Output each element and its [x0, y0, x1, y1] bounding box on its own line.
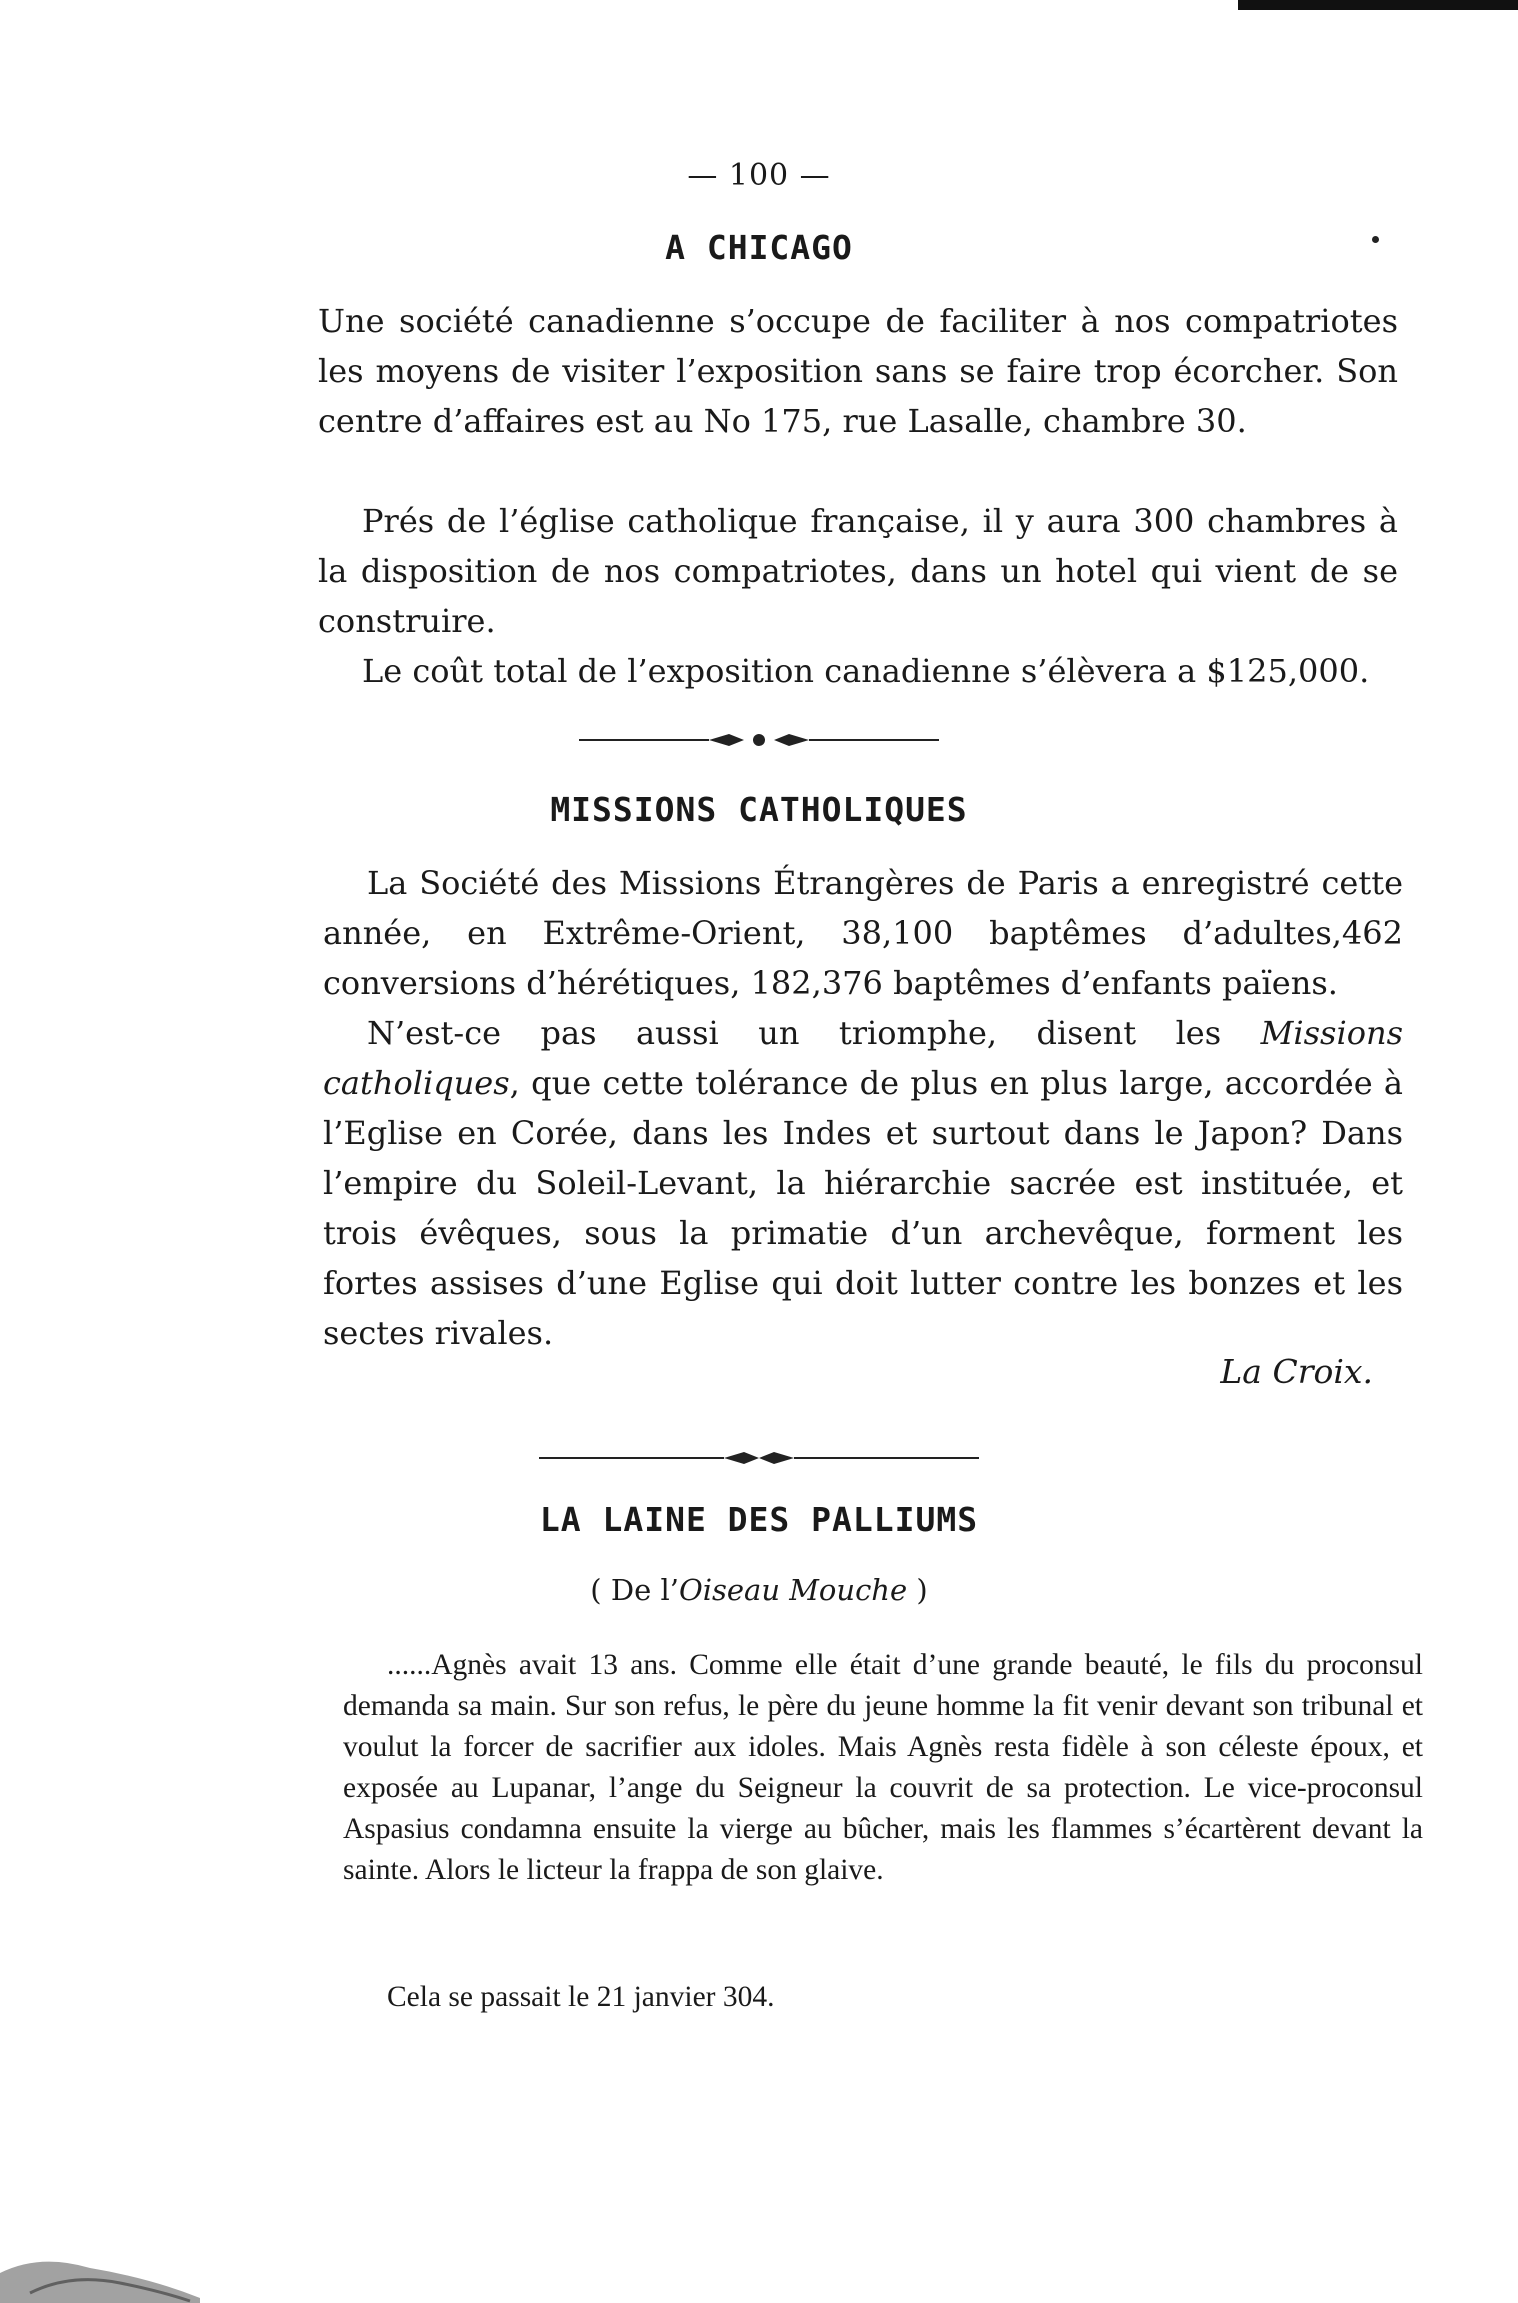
section-title-palliums: LA LAINE DES PALLIUMS — [539, 1500, 979, 1539]
page-number: — 100 — — [687, 158, 831, 193]
scan-edge-mark — [1238, 0, 1518, 10]
paragraph-missions-2 — [323, 1008, 1403, 1358]
paragraph-missions-2-start: N’est-ce pas aussi un triomphe, disent les — [367, 1014, 1261, 1052]
paragraph-missions-1: La Société des Missions Étrangères de Paris a enregistré cette année, en Extrême-Orient, 38,100 baptêmes d’adultes,462 conversions d’hérétiques, 182,376 baptêmes d’enfants païens. — [323, 864, 1403, 1002]
paragraph-chicago-1: Une société canadienne s’occupe de faciliter à nos compatriotes les moyens de visiter l’exposition sans se faire trop écorcher. Son centre d’affaires est au No 175, rue Lasalle, chambre 30. — [318, 302, 1398, 440]
section-title-chicago: A CHICAGO — [665, 228, 853, 267]
subtitle-source-title: Oiseau Mouche — [678, 1573, 908, 1607]
subtitle-end: ) — [907, 1573, 928, 1607]
paragraph-chicago-3: Le coût total de l’exposition canadienne s’élèvera a $125,000. — [362, 652, 1370, 690]
paragraph-palliums-2: Cela se passait le 21 janvier 304. — [387, 1981, 775, 2013]
subtitle-start: ( De l’ — [590, 1573, 679, 1607]
section-divider-ornament — [0, 730, 1518, 750]
section-title-missions: MISSIONS CATHOLIQUES — [550, 790, 968, 829]
paragraph-missions-2-end: , que cette tolérance de plus en plus large, accordée à l’Eglise en Corée, dans les Indes et surtout dans le Japon? Dans l’empire du Soleil-Levant, la hiérarchie sacrée est instituée, et trois évêques, sous la primatie d’un archevêque, forment les fortes assises d’une Eglise qui doit lutter contre les bonzes et les sectes rivales. — [323, 1064, 1403, 1352]
cited-source-missions: Missions catholiques — [323, 1014, 1403, 1102]
scan-noise-mark — [0, 2173, 230, 2303]
section-divider-ornament-2 — [0, 1448, 1518, 1468]
paragraph-chicago-2: Prés de l’église catholique française, il y aura 300 chambres à la disposition de nos compatriotes, dans un hotel qui vient de se construire. — [318, 502, 1398, 640]
ink-dot — [1372, 236, 1379, 243]
section-subtitle-source — [0, 1573, 1518, 1607]
signature-la-croix: La Croix. — [1220, 1352, 1373, 1391]
paragraph-palliums-1: ......Agnès avait 13 ans. Comme elle était d’une grande beauté, le fils du proconsul demanda sa main. Sur son refus, le père du jeune homme la fit venir devant son tribunal et voulut la forcer de sacrifier aux idoles. Mais Agnès resta fidèle à son céleste époux, et exposée au Lupanar, l’ange du Seigneur la couvrit de sa protection. Le vice-proconsul Aspasius condamna ensuite la vierge au bûcher, mais les flammes s’écartèrent devant la sainte. Alors le licteur la frappa de son glaive. — [343, 1649, 1423, 1886]
